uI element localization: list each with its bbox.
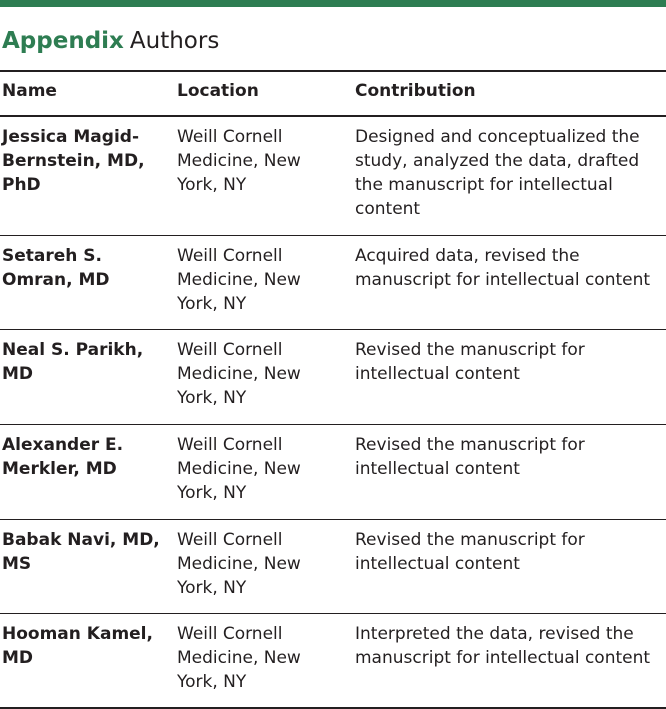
author-location: Weill Cornell Medicine, New York, NY <box>177 530 301 598</box>
author-name: Neal S. Parikh, MD <box>2 340 144 384</box>
author-name: Hooman Kamel, MD <box>2 624 153 668</box>
author-location: Weill Cornell Medicine, New York, NY <box>177 340 301 408</box>
author-contribution: Revised the manuscript for intellectual content <box>355 530 585 574</box>
author-contribution: Designed and conceptualized the study, analyzed the data, drafted the manuscript for intellectual content <box>355 127 640 219</box>
column-header-location: Location <box>177 81 259 101</box>
column-header-name: Name <box>2 81 57 101</box>
author-contribution: Interpreted the data, revised the manuscript for intellectual content <box>355 624 651 668</box>
author-contribution: Acquired data, revised the manuscript for intellectual content <box>355 246 651 290</box>
column-header-contribution: Contribution <box>355 81 476 101</box>
table-row <box>0 330 666 425</box>
author-name: Alexander E. Merkler, MD <box>2 435 124 479</box>
appendix-title <box>2 26 219 56</box>
appendix-heading: Authors <box>129 28 220 54</box>
table-row <box>0 117 666 236</box>
author-name: Babak Navi, MD, MS <box>2 530 160 574</box>
author-contribution: Revised the manuscript for intellectual content <box>355 435 585 479</box>
table-row <box>0 614 666 709</box>
table-row <box>0 425 666 520</box>
appendix-label: Appendix <box>2 28 124 54</box>
author-location: Weill Cornell Medicine, New York, NY <box>177 127 301 195</box>
author-name: Jessica Magid-Bernstein, MD, PhD <box>2 127 145 195</box>
author-location: Weill Cornell Medicine, New York, NY <box>177 435 301 503</box>
author-name: Setareh S. Omran, MD <box>2 246 110 290</box>
author-contribution: Revised the manuscript for intellectual content <box>355 340 585 384</box>
top-accent-bar <box>0 0 666 7</box>
table-row <box>0 520 666 614</box>
table-header-row <box>0 72 666 117</box>
table-row <box>0 236 666 330</box>
author-location: Weill Cornell Medicine, New York, NY <box>177 246 301 314</box>
author-location: Weill Cornell Medicine, New York, NY <box>177 624 301 692</box>
